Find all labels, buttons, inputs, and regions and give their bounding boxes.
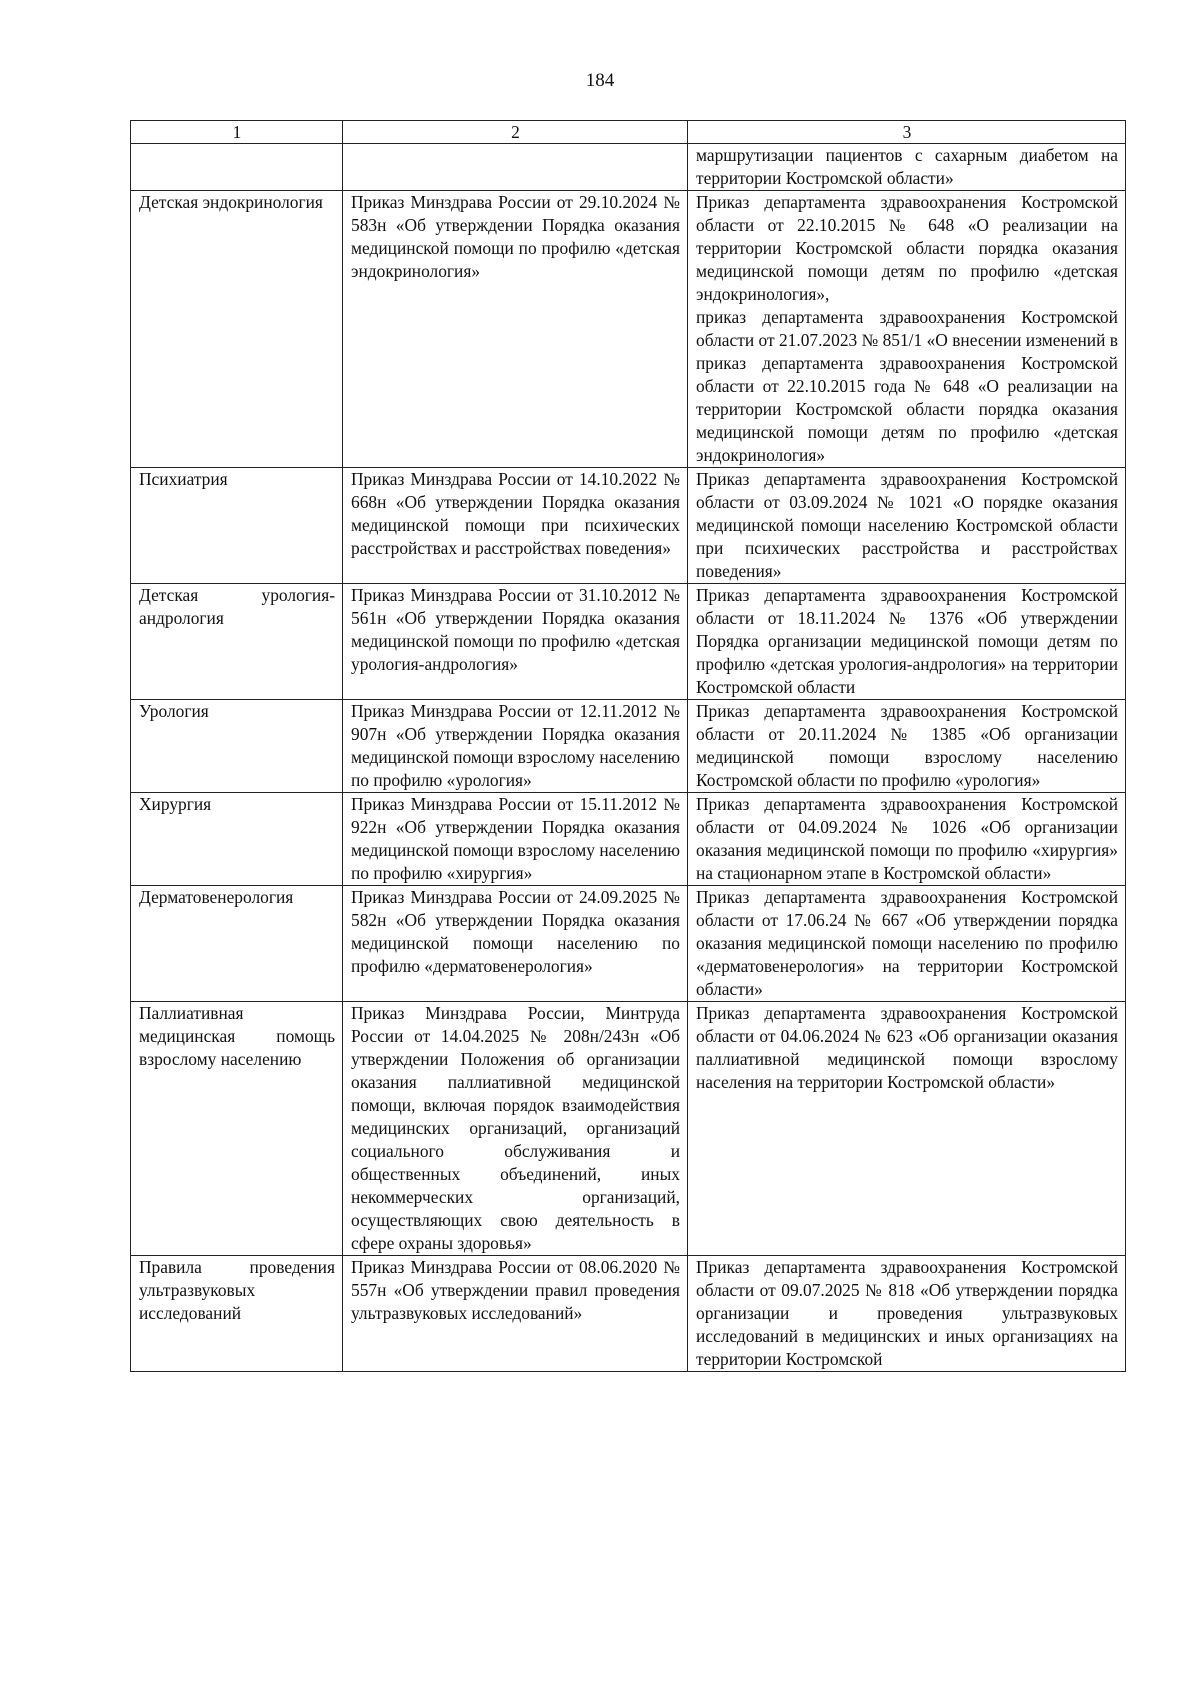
- profile-cell: Хирургия: [131, 793, 343, 886]
- regional-order-cell: Приказ департамента здравоохранения Костромской области от 17.06.24 № 667 «Об утверждении порядка оказания медицинской помощи населению по профилю «дерматовенерология» на территории Костромской области»: [688, 886, 1126, 1002]
- table-row: [131, 584, 1126, 700]
- profile-cell: Паллиативная медицинская помощь взрослому населению: [131, 1002, 343, 1256]
- column-header-2: 2: [343, 121, 688, 144]
- table-row: [131, 700, 1126, 793]
- table-row: [131, 1256, 1126, 1372]
- profile-cell: Психиатрия: [131, 468, 343, 584]
- federal-order-cell: Приказ Минздрава России от 24.09.2025 № 582н «Об утверждении Порядка оказания медицинской помощи населению по профилю «дерматовенерология»: [343, 886, 688, 1002]
- table-row: [131, 1002, 1126, 1256]
- regional-order-cell: Приказ департамента здравоохранения Костромской области от 04.09.2024 № 1026 «Об организации оказания медицинской помощи по профилю «хирургия» на стационарном этапе в Костромской области»: [688, 793, 1126, 886]
- page-number: 184: [585, 70, 615, 91]
- profile-cell: Урология: [131, 700, 343, 793]
- profile-cell: Правила проведения ультразвуковых исследований: [131, 1256, 343, 1372]
- table-row: [131, 793, 1126, 886]
- regulations-table: [130, 120, 1126, 1372]
- federal-order-cell: Приказ Минздрава России от 15.11.2012 № 922н «Об утверждении Порядка оказания медицинской помощи взрослому населению по профилю «хирургия»: [343, 793, 688, 886]
- regional-order-cell: Приказ департамента здравоохранения Костромской области от 18.11.2024 № 1376 «Об утверждении Порядка организации медицинской помощи детям по профилю «детская урология-андрология» на территории Костромской области: [688, 584, 1126, 700]
- regional-order-cell: Приказ департамента здравоохранения Костромской области от 03.09.2024 № 1021 «О порядке оказания медицинской помощи населению Костромской области при психических расстройства и расстройствах поведения»: [688, 468, 1126, 584]
- federal-order-cell: Приказ Минздрава России от 29.10.2024 № 583н «Об утверждении Порядка оказания медицинской помощи по профилю «детская эндокринология»: [343, 191, 688, 468]
- federal-order-cell: Приказ Минздрава России от 14.10.2022 № 668н «Об утверждении Порядка оказания медицинской помощи при психических расстройствах и расстройствах поведения»: [343, 468, 688, 584]
- table-row: [131, 468, 1126, 584]
- table-row: [131, 886, 1126, 1002]
- federal-order-cell: Приказ Минздрава России от 12.11.2012 № 907н «Об утверждении Порядка оказания медицинской помощи взрослому населению по профилю «урология»: [343, 700, 688, 793]
- federal-order-cell: Приказ Минздрава России, Минтруда России от 14.04.2025 № 208н/243н «Об утверждении Положения об организации оказания паллиативной медицинской помощи, включая порядок взаимодействия медицинских организаций, организаций социального обслуживания и общественных объединений, иных некоммерческих организаций, осуществляющих свою деятельность в сфере охраны здоровья»: [343, 1002, 688, 1256]
- profile-cell: Детская урология-андрология: [131, 584, 343, 700]
- federal-order-cell: Приказ Минздрава России от 08.06.2020 № 557н «Об утверждении правил проведения ультразвуковых исследований»: [343, 1256, 688, 1372]
- profile-cell: Дерматовенерология: [131, 886, 343, 1002]
- regional-order-cell: Приказ департамента здравоохранения Костромской области от 09.07.2025 № 818 «Об утверждении порядка организации и проведения ультразвуковых исследований в медицинских и иных организациях на территории Костромской: [688, 1256, 1126, 1372]
- table-row: [131, 144, 1126, 191]
- column-header-1: 1: [131, 121, 343, 144]
- table-header-row: [131, 121, 1126, 144]
- column-header-3: 3: [688, 121, 1126, 144]
- regional-order-cell: Приказ департамента здравоохранения Костромской области от 20.11.2024 № 1385 «Об организации медицинской помощи взрослому населению Костромской области по профилю «урология»: [688, 700, 1126, 793]
- regional-order-cell: Приказ департамента здравоохранения Костромской области от 04.06.2024 № 623 «Об организации оказания паллиативной медицинской помощи взрослому населения на территории Костромской области»: [688, 1002, 1126, 1256]
- profile-cell: Детская эндокринология: [131, 191, 343, 468]
- federal-order-cell: [343, 144, 688, 191]
- federal-order-cell: Приказ Минздрава России от 31.10.2012 № 561н «Об утверждении Порядка оказания медицинской помощи по профилю «детская урология-андрология»: [343, 584, 688, 700]
- regional-order-cell: маршрутизации пациентов с сахарным диабетом на территории Костромской области»: [688, 144, 1126, 191]
- regional-order-cell: Приказ департамента здравоохранения Костромской области от 22.10.2015 № 648 «О реализации на территории Костромской области порядка оказания медицинской помощи детям по профилю «детская эндокринология», приказ департамента здравоохранения Костромской области от 21.07.2023 № 851/1 «О внесении изменений в приказ департамента здравоохранения Костромской области от 22.10.2015 года № 648 «О реализации на территории Костромской области порядка оказания медицинской помощи детям по профилю «детская эндокринология»: [688, 191, 1126, 468]
- table-row: [131, 191, 1126, 468]
- profile-cell: [131, 144, 343, 191]
